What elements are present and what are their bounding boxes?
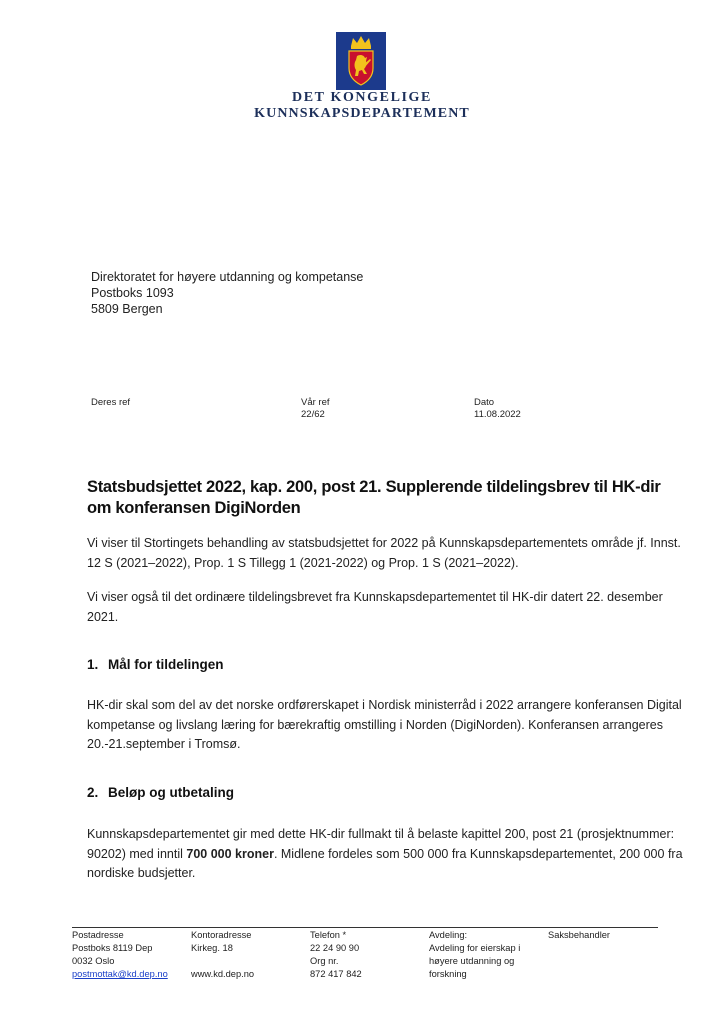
- footer-divider: [72, 927, 658, 928]
- footer-orgnr-value: 872 417 842: [310, 969, 362, 979]
- ministry-name-line2: KUNNSKAPSDEPARTEMENT: [254, 106, 470, 121]
- recipient-city: 5809 Bergen: [91, 302, 163, 316]
- section-1-number: 1.: [87, 657, 99, 672]
- section-2-amount: 700 000 kroner: [186, 846, 274, 861]
- letter-title: Statsbudsjettet 2022, kap. 200, post 21. Supplerende tildelingsbrev til HK-dir om konferansen DigiNorden: [87, 478, 661, 517]
- section-2-text-before: Kunnskapsdepartementet gir med dette HK-dir fullmakt til å belaste kapittel 200, post 21 (prosjektnummer: 90202) med inntil: [87, 827, 675, 861]
- footer-telefon: [310, 929, 362, 981]
- footer-kontoradresse-line1: Kirkeg. 18: [191, 943, 233, 953]
- section-2-title: Beløp og utbetaling: [108, 785, 234, 800]
- coat-of-arms-logo: [336, 32, 386, 90]
- footer-postadresse-line1: Postboks 8119 Dep: [72, 943, 153, 953]
- recipient-name: Direktoratet for høyere utdanning og kompetanse: [91, 270, 364, 284]
- footer-avdeling-line1: Avdeling for eierskap i: [429, 943, 521, 953]
- footer-avdeling-label: Avdeling:: [429, 930, 468, 940]
- footer-email-link[interactable]: postmottak@kd.dep.no: [72, 969, 168, 979]
- intro-paragraph-1: Vi viser til Stortingets behandling av statsbudsjettet for 2022 på Kunnskapsdepartementets område jf. Innst. 12 S (2021‒2022), Prop. 1 S Tillegg 1 (2021-2022) og Prop. 1 S (2021‒2022).: [87, 536, 681, 570]
- section-1-text: HK-dir skal som del av det norske ordførerskapet i Nordisk ministerråd i 2022 arrangere konferansen Digital kompetanse og livslang læring for bærekraftig omstilling i Norden (DigiNorden). Konferansen arrangeres 20.-21.september i Tromsø.: [87, 698, 682, 751]
- footer-website: www.kd.dep.no: [191, 969, 255, 979]
- footer-telefon-number: 22 24 90 90: [310, 943, 360, 953]
- footer-saksbehandler-label: Saksbehandler: [548, 930, 611, 940]
- footer-postadresse-line2: 0032 Oslo: [72, 956, 115, 966]
- footer-telefon-label: Telefon *: [310, 930, 347, 940]
- footer-kontoradresse-label: Kontoradresse: [191, 930, 252, 940]
- section-1-heading: [87, 657, 224, 672]
- recipient-address: Postboks 1093: [91, 286, 174, 300]
- footer-kontoradresse: [191, 929, 254, 981]
- section-2-heading: [87, 785, 234, 800]
- section-1-title: Mål for tildelingen: [108, 657, 224, 672]
- footer-postadresse-label: Postadresse: [72, 930, 124, 940]
- section-2-number: 2.: [87, 785, 99, 800]
- footer-avdeling-line3: forskning: [429, 969, 467, 979]
- var-ref-label: Vår ref: [301, 397, 330, 408]
- var-ref-value: 22/62: [301, 409, 325, 420]
- footer-orgnr-label: Org nr.: [310, 956, 339, 966]
- section-2-text: [87, 825, 687, 884]
- footer-postadresse: [72, 929, 168, 981]
- intro-paragraph-2: Vi viser også til det ordinære tildelingsbrevet fra Kunnskapsdepartementet til HK-dir datert 22. desember 2021.: [87, 590, 663, 624]
- dato-value: 11.08.2022: [474, 409, 521, 420]
- footer-avdeling: [429, 929, 520, 981]
- ministry-name-line1: DET KONGELIGE: [292, 90, 432, 105]
- footer-saksbehandler: [548, 929, 610, 942]
- deres-ref-label: Deres ref: [91, 397, 131, 408]
- footer-avdeling-line2: høyere utdanning og: [429, 956, 515, 966]
- dato-label: Dato: [474, 397, 495, 408]
- section-2-text-after: . Midlene fordeles som 500 000 fra Kunnskapsdepartementet, 200 000 fra nordiske budsjetter.: [87, 846, 683, 880]
